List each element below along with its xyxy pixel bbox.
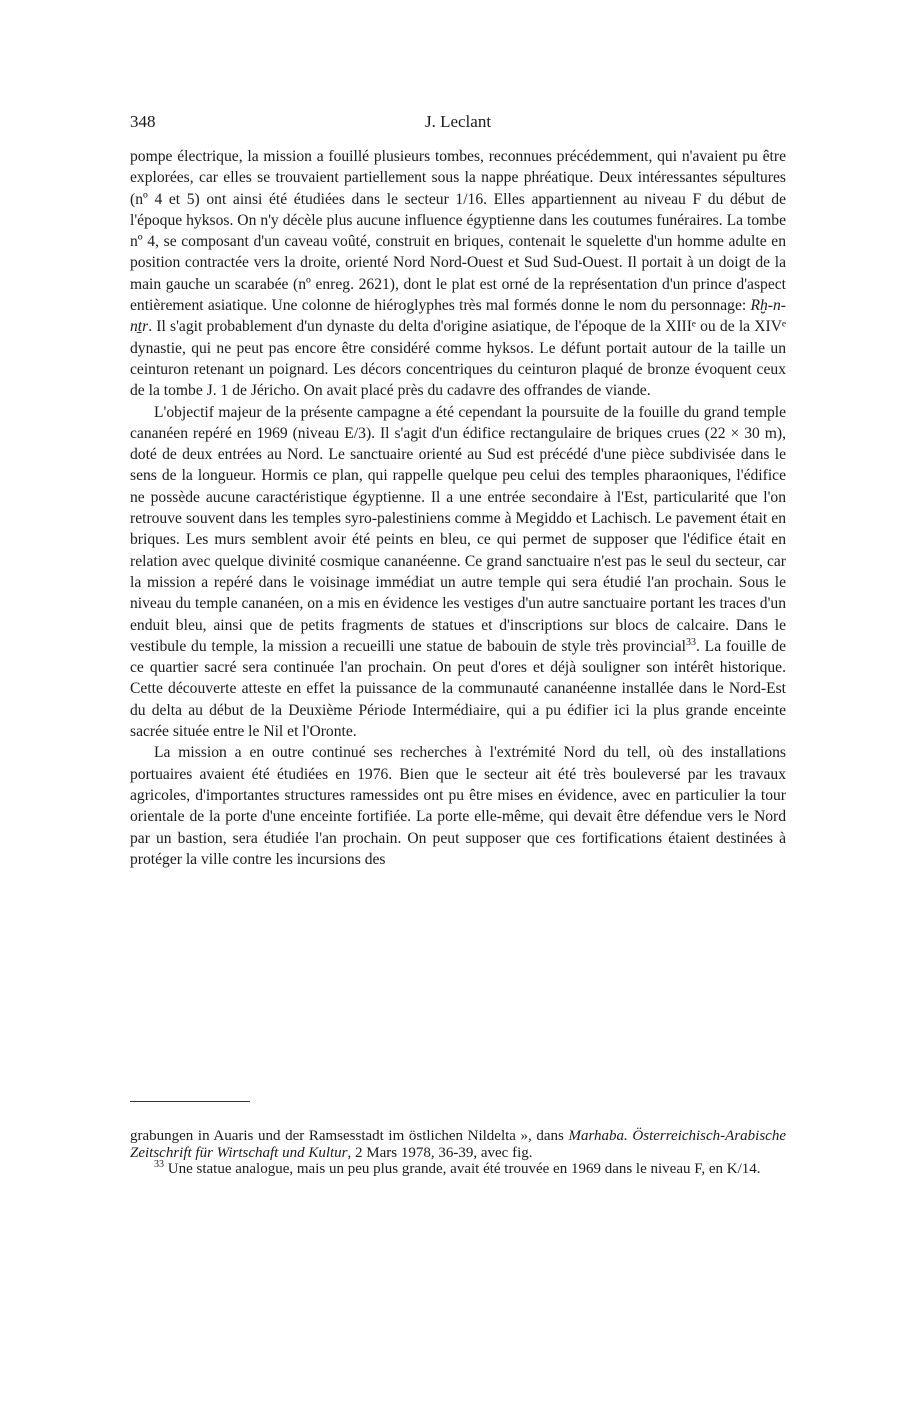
footnote-cont-text-b: , 2 Mars 1978, 36-39, avec fig. xyxy=(347,1144,533,1161)
paragraph-2-text-a: L'objectif majeur de la présente campagne a été cependant la poursuite de la fouille du grand temple cananéen repéré en 1969 (niveau E/3). Il s'agit d'un édifice rectangulaire de briques crues (22 × 30 m), doté de deux entrées au Nord. Le sanctuaire orienté au Sud est précédé d'une pièce subdivisée dans le sens de la longueur. Hormis ce plan, qui rappelle quelque peu celui des temples pharaoniques, l'édifice ne possède aucune caractéristique égyptienne. Il a une entrée secondaire à l'Est, particularité que l'on retrouve souvent dans les temples syro-palestiniens comme à Megiddo et Lachisch. Le pavement était en briques. Les murs semblent avoir été peints en bleu, ce qui permet de supposer que l'édifice était en relation avec quelque divinité cosmique cananéenne. Ce grand sanctuaire n'est pas le seul du secteur, car la mission a repéré dans le voisinage immédiat un autre temple qui sera étudié l'an prochain. Sous le niveau du temple cananéen, on a mis en évidence les vestiges d'un autre sanctuaire portant les traces d'un enduit bleu, ainsi que de petits fragments de statues et d'inscriptions sur blocs de calcaire. Dans le vestibule du temple, la mission a recueilli une statue de babouin de style très provincial xyxy=(130,403,786,655)
paragraph-1-text-b: . Il s'agit probablement d'un dynaste du delta d'origine asiatique, de l'époque de la XIIIᵉ ou de la XIVᵉ dynastie, qui ne peut pas encore être considéré comme hyksos. Le défunt portait autour de la taille un ceinturon retenant un poignard. Les décors concentriques du ceinturon plaqué de bronze évoquent ceux de la tombe J. 1 de Jéricho. On avait placé près du cadavre des offrandes de viande. xyxy=(130,318,786,400)
journal-title: Marhaba. Österreichisch-Arabische Zeitschrift für Wirtschaft und Kultur xyxy=(130,1128,786,1161)
paragraph-2 xyxy=(130,402,786,743)
running-header xyxy=(130,112,786,140)
page-number: 348 xyxy=(130,112,156,131)
footnotes xyxy=(130,1128,786,1178)
paragraph-2-text-b: . La fouille de ce quartier sacré sera continuée l'an prochain. On peut d'ores et déjà souligner son intérêt historique. Cette découverte atteste en effet la puissance de la communauté cananéenne installée dans le Nord-Est du delta au début de la Deuxième Période Intermédiaire, qui a pu édifier ici la plus grande enceinte sacrée située entre le Nil et l'Oronte. xyxy=(130,637,786,741)
body-text xyxy=(130,146,786,870)
footnote-33 xyxy=(130,1161,786,1178)
footnote-33-text: Une statue analogue, mais un peu plus grande, avait été trouvée en 1969 dans le niveau F, en K/14. xyxy=(164,1161,761,1177)
paragraph-1 xyxy=(130,146,786,402)
footnote-cont-text-a: grabungen in Auaris und der Ramsesstadt im östlichen Nildelta », dans xyxy=(130,1128,569,1144)
paragraph-3: La mission a en outre continué ses recherches à l'extrémité Nord du tell, où des installations portuaires avaient été étudiées en 1976. Bien que le secteur ait été très bouleversé par les travaux agricoles, d'importantes structures ramessides ont pu être mises en évidence, avec en particulier la tour orientale de la porte d'une enceinte fortifiée. La porte elle-même, qui devait être défendue vers le Nord par un bastion, sera étudiée l'an prochain. On peut supposer que ces fortifications étaient destinées à protéger la ville contre les incursions des xyxy=(130,744,786,868)
running-head-author: J. Leclant xyxy=(424,112,492,131)
footnote-separator xyxy=(130,1101,250,1102)
royal-name: Rḫ-n-nṯr xyxy=(130,297,786,336)
footnote-continuation xyxy=(130,1128,786,1161)
paragraph-1-text-a: pompe électrique, la mission a fouillé plusieurs tombes, reconnues précédemment, qui n'avaient pu être explorées, car elles se trouvaient partiellement sous la nappe phréatique. Deux intéressantes sépultures (nº 4 et 5) ont ainsi été étudiées dans le secteur 1/16. Elles appartiennent au niveau F du début de l'époque hyksos. On n'y décèle plus aucune influence égyptienne dans les coutumes funéraires. La tombe nº 4, se composant d'un caveau voûté, construit en briques, contenait le squelette d'un homme adulte en position contractée vers la droite, orienté Nord Nord-Ouest et Sud Sud-Ouest. Il portait à un doigt de la main gauche un scarabée (nº enreg. 2621), dont le plat est orné de la représentation d'un prince d'aspect entièrement asiatique. Une colonne de hiéroglyphes très mal formés donne le nom du personnage: xyxy=(130,148,786,315)
page xyxy=(130,112,786,870)
footnote-number: 33 xyxy=(154,1159,164,1170)
footnote-ref-33[interactable]: 33 xyxy=(686,636,697,648)
